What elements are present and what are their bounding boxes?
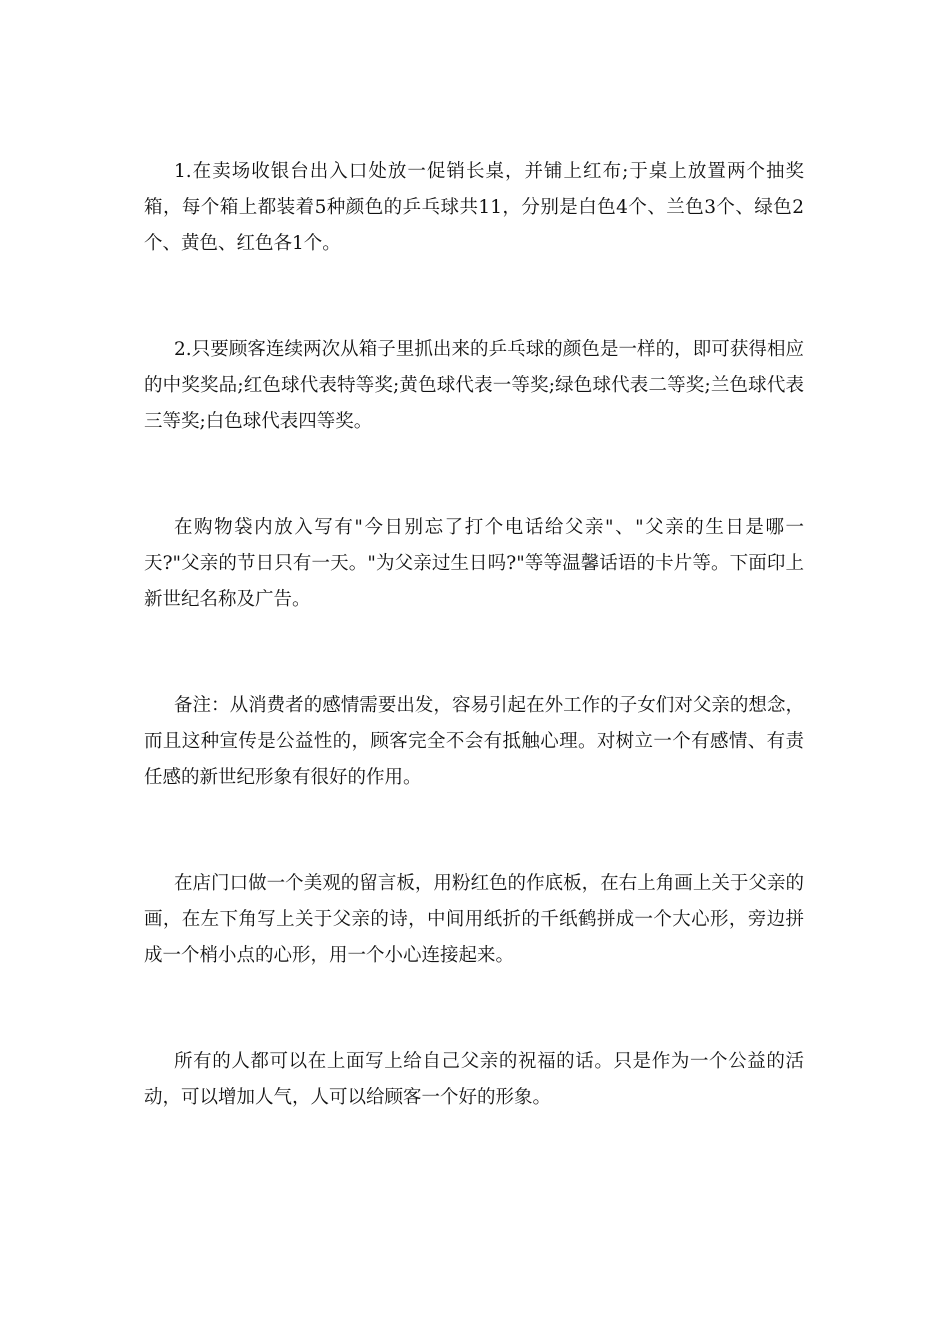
paragraph-message-board: 在店门口做一个美观的留言板，用粉红色的作底板，在右上角画上关于父亲的画，在左下角写上关于父亲的诗，中间用纸折的千纸鹤拼成一个大心形，旁边拼成一个梢小点的心形，用一个小心连接起来。 <box>144 873 804 966</box>
paragraph-remarks: 备注：从消费者的感情需要出发，容易引起在外工作的子女们对父亲的想念，而且这种宣传是公益性的，顾客完全不会有抵触心理。对树立一个有感情、有责任感的新世纪形象有很好的作用。 <box>144 695 804 788</box>
paragraph-shopping-bag-cards: 在购物袋内放入写有"今日别忘了打个电话给父亲"、"父亲的生日是哪一天?"父亲的节日只有一天。"为父亲过生日吗?"等等温馨话语的卡片等。下面印上新世纪名称及广告。 <box>144 517 804 610</box>
paragraph-lottery-setup: 1.在卖场收银台出入口处放一促销长桌，并铺上红布;于桌上放置两个抽奖箱，每个箱上都装着5种颜色的乒乓球共11，分别是白色4个、兰色3个、绿色2个、黄色、红色各1个。 <box>144 161 804 254</box>
paragraph-blessings: 所有的人都可以在上面写上给自己父亲的祝福的话。只是作为一个公益的活动，可以增加人气，人可以给顾客一个好的形象。 <box>144 1051 804 1108</box>
paragraph-prize-rules: 2.只要顾客连续两次从箱子里抓出来的乒乓球的颜色是一样的，即可获得相应的中奖奖品;红色球代表特等奖;黄色球代表一等奖;绿色球代表二等奖;兰色球代表三等奖;白色球代表四等奖。 <box>144 339 804 432</box>
